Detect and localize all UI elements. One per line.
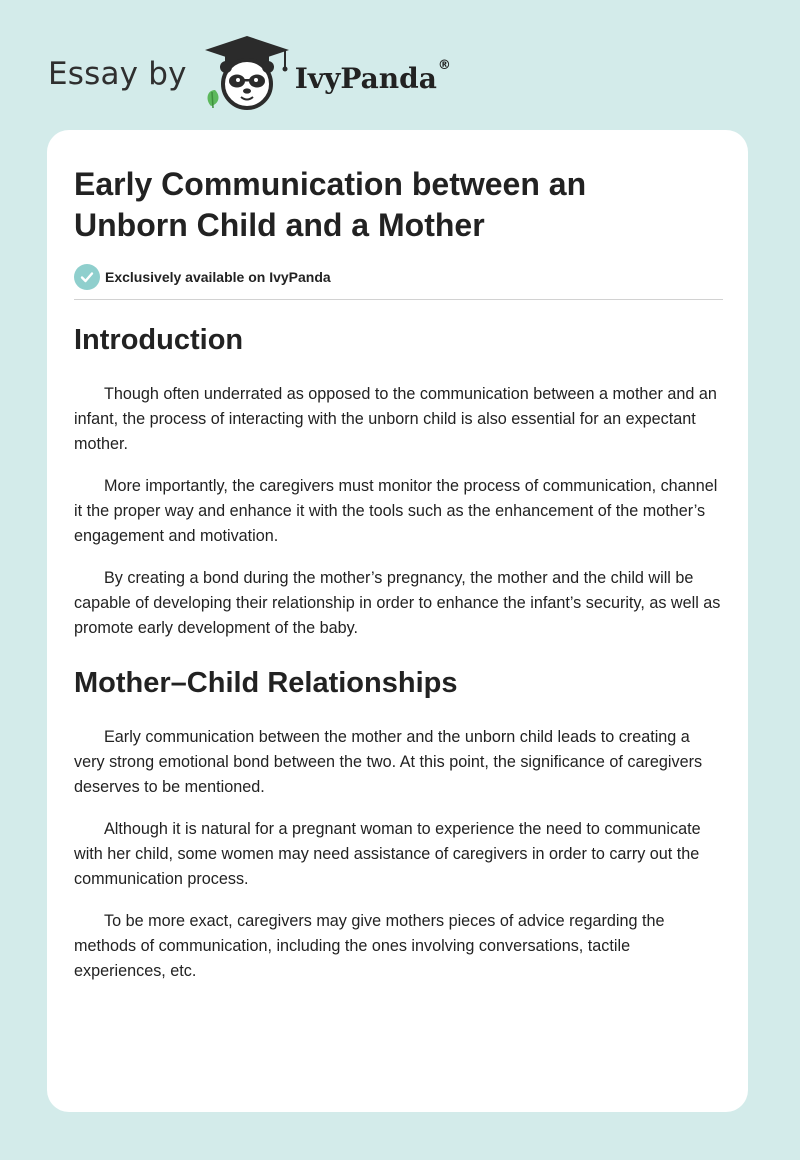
essay-by-label: Essay by [48, 56, 187, 92]
exclusive-badge [74, 264, 722, 290]
essay-card [47, 130, 748, 1112]
site-header [48, 34, 451, 114]
brand-name[interactable]: IvyPanda® [294, 57, 451, 95]
paragraph: Although it is natural for a pregnant woman to experience the need to communicate with her child, some women may need assistance of caregivers in order to carry out the communication process. [74, 820, 701, 888]
paragraph: Early communication between the mother and the unborn child leads to creating a very strong emotional bond between the two. At this point, the significance of caregivers deserves to be mentioned. [74, 728, 703, 796]
paragraph: Though often underrated as opposed to the communication between a mother and an infant, the process of interacting with the unborn child is also essential for an expectant mother. [74, 385, 717, 453]
section-heading: Mother–Child Relationships [74, 667, 458, 699]
paragraph: By creating a bond during the mother’s pregnancy, the mother and the child will be capable of developing their relationship in order to enhance the infant’s security, as well as promote early development of the baby. [74, 569, 721, 637]
section-heading: Introduction [74, 324, 244, 356]
section-introduction [74, 322, 722, 641]
badge-text: Exclusively available on IvyPanda [105, 269, 331, 285]
check-circle-icon [74, 264, 100, 290]
title-divider [74, 299, 723, 300]
registered-mark: ® [437, 57, 451, 73]
panda-graduate-icon[interactable] [201, 34, 293, 114]
page-title: Early Communication between an Unborn Child and a Mother [74, 166, 587, 243]
paragraph: To be more exact, caregivers may give mothers pieces of advice regarding the methods of communication, including the ones involving conversations, tactile experiences, etc. [74, 912, 665, 980]
paragraph: More importantly, the caregivers must monitor the process of communication, channel it the proper way and enhance it with the tools such as the enhancement of the mother’s engagement and motivation. [74, 477, 718, 545]
section-mother-child-relationships [74, 665, 722, 984]
